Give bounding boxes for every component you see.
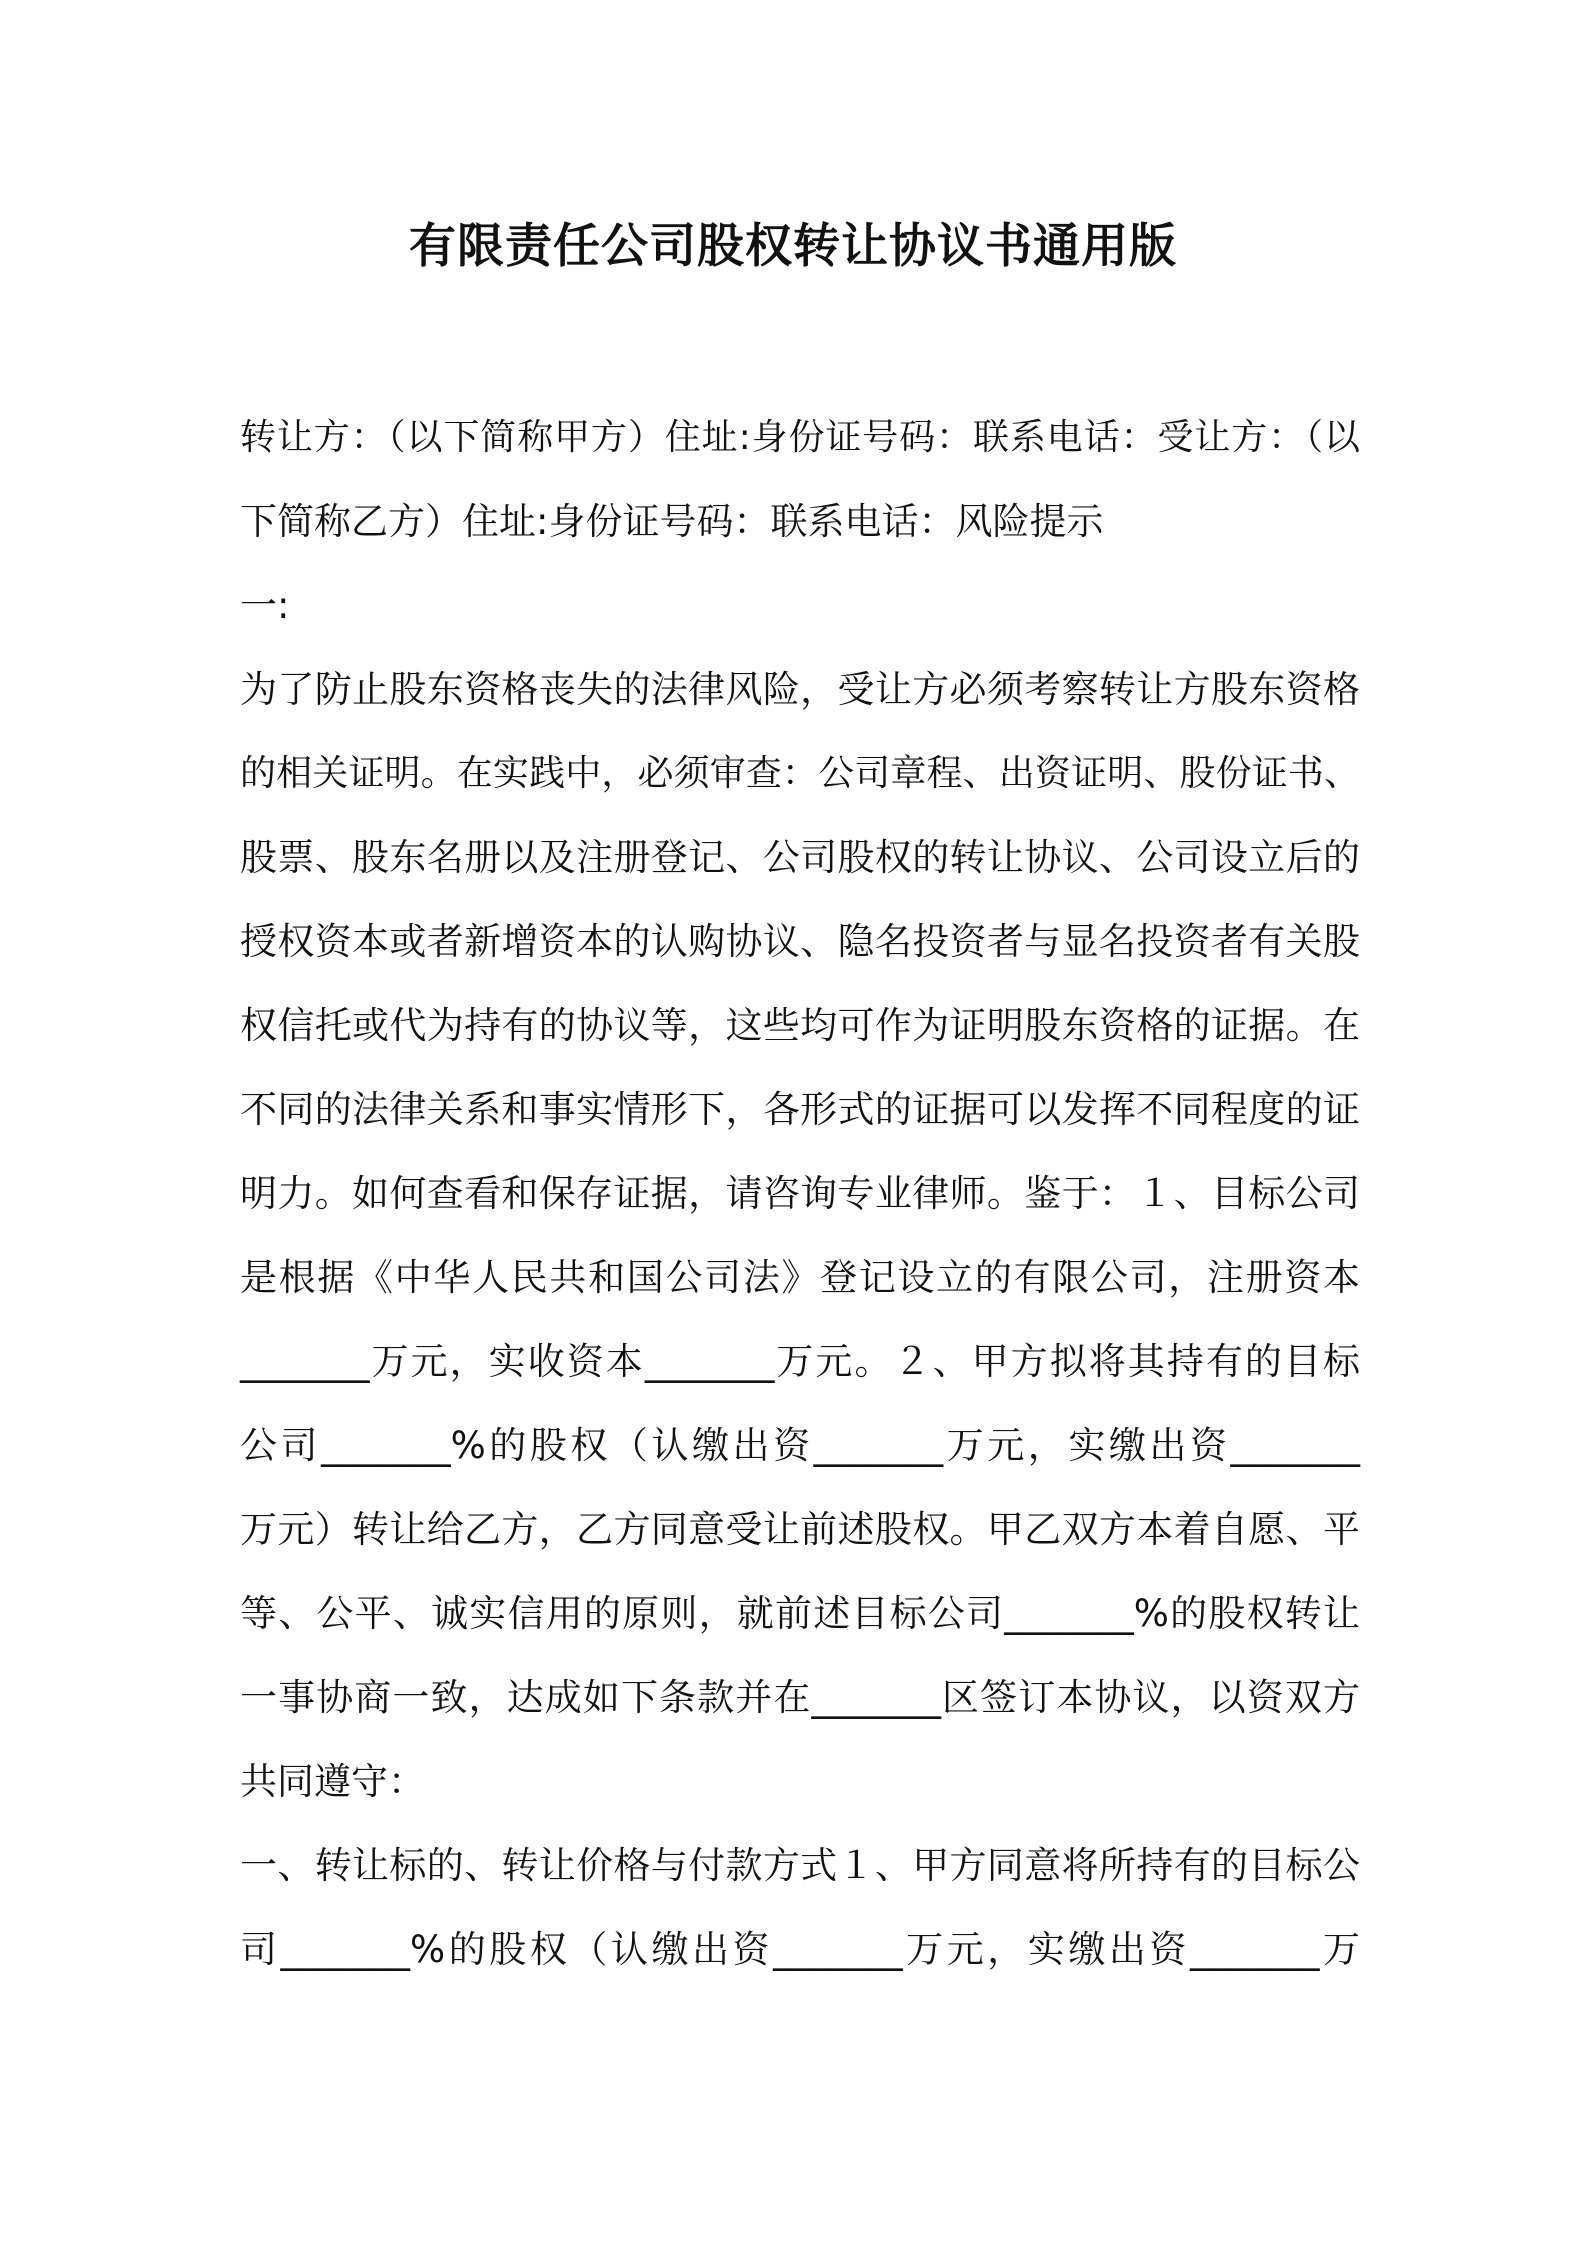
body-line: 是根据《中华人民共和国公司法》登记设立的有限公司，注册资本 [240,1256,1360,1299]
body-line: 的相关证明。在实践中，必须审查：公司章程、出资证明、股份证书、 [240,753,1360,794]
body-line: 权信托或代为持有的协议等，这些均可作为证明股东资格的证据。在 [240,1004,1360,1047]
body-line: 下简称乙方）住址:身份证号码：联系电话：风险提示 [240,500,1104,543]
body-line: 授权资本或者新增资本的认购协议、隐名投资者与显名投资者有关股 [240,920,1360,963]
body-line: _______万元，实收资本_______万元。２、甲方拟将其持有的目标 [240,1340,1360,1383]
body-line: 一: [240,584,290,627]
body-line: 明力。如何查看和保存证据，请咨询专业律师。鉴于：１、目标公司 [240,1172,1360,1215]
body-line: 共同遵守： [240,1760,425,1803]
body-line: 不同的法律关系和事实情形下，各形式的证据可以发挥不同程度的证 [240,1088,1360,1131]
body-line: 股票、股东名册以及注册登记、公司股权的转让协议、公司设立后的 [240,836,1360,879]
document-title: 有限责任公司股权转让协议书通用版 [409,219,1177,274]
body-line: 司_______%的股权（认缴出资_______万元，实缴出资_______万 [240,1928,1360,1971]
body-line: 公司_______%的股权（认缴出资_______万元，实缴出资_______ [240,1424,1360,1467]
body-line: 为了防止股东资格丧失的法律风险，受让方必须考察转让方股东资格 [240,668,1360,711]
body-line: 转让方：（以下简称甲方）住址:身份证号码：联系电话：受让方：（以 [240,417,1360,458]
body-line: 万元）转让给乙方，乙方同意受让前述股权。甲乙双方本着自愿、平 [240,1508,1360,1551]
body-line: 一、转让标的、转让价格与付款方式１、甲方同意将所持有的目标公 [240,1844,1360,1887]
document-body [240,396,1360,1992]
body-line: 等、公平、诚实信用的原则，就前述目标公司_______%的股权转让 [240,1592,1360,1635]
body-line: 一事协商一致，达成如下条款并在_______区签订本协议，以资双方 [240,1676,1360,1719]
